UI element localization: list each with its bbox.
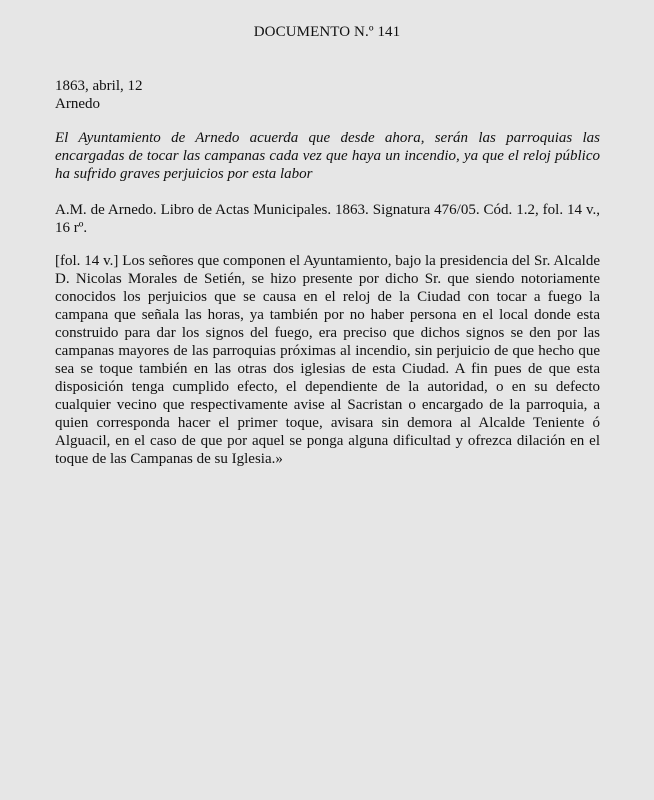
document-body-text: [fol. 14 v.] Los señores que componen el Ayuntamiento, bajo la presidencia del Sr. Alcalde D. Nicolas Morales de Setién, se hizo presente por dicho Sr. que siendo notoriamente conocidos los perjuicios que se causa en el reloj de la Ciudad con tocar a fuego la campana que señala las horas, ya también por no haber persona en el local donde esta construido para dar los signos del fuego, era preciso que dichos signos se den por las campanas mayores de las parroquias próximas al incendio, sin perjuicio de que hecho que sea se toque también en las otras dos iglesias de esta Ciudad. A fin pues de que esta disposición tenga cumplido efecto, el dependiente de la autoridad, o en su defecto cualquier vecino que respectivamente avise al Sacristan o encargado de la parroquia, a quien corresponda hacer el primer toque, avisara sin demora al Alcalde Teniente ó Alguacil, en el caso de que por aquel se ponga alguna dificultad y ofrezca dilación en el toque de las Campanas de su Iglesia.» [55,253,600,467]
document-place: Arnedo [55,96,100,112]
document-header [55,77,600,113]
document-source-citation: A.M. de Arnedo. Libro de Actas Municipales. 1863. Signatura 476/05. Cód. 1.2, fol. 14 v., 16 rº. [55,202,600,236]
document-summary: El Ayuntamiento de Arnedo acuerda que desde ahora, serán las parroquias las encargadas de tocar las campanas cada vez que haya un incendio, ya que el reloj público ha sufrido graves perjuicios por esta labor [55,130,600,182]
document-title: DOCUMENTO N.º 141 [253,24,401,40]
document-date: 1863, abril, 12 [55,78,143,94]
